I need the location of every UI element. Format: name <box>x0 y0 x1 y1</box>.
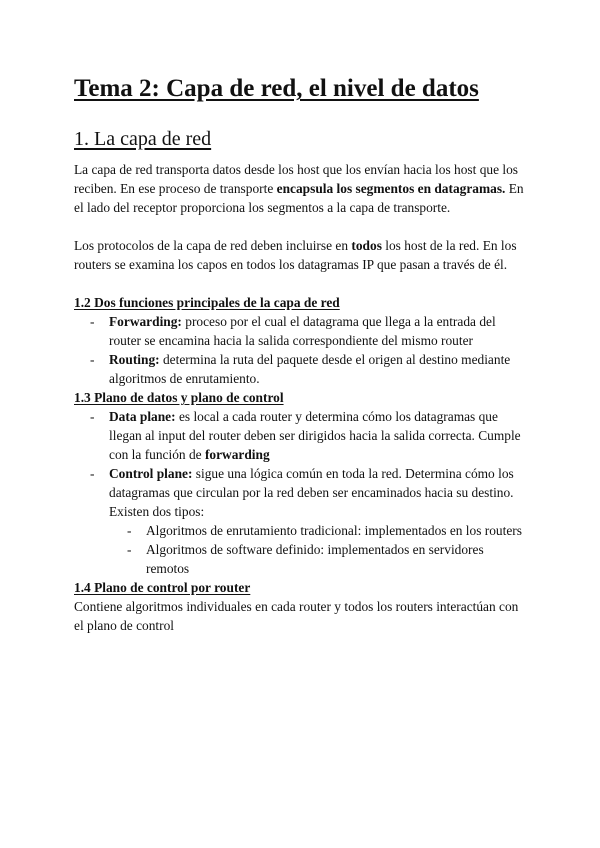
dash-bullet: - <box>127 542 132 557</box>
paragraph-plano-control: Contiene algoritmos individuales en cada router y todos los routers interactúan con el plano de control <box>74 599 519 633</box>
planes-list <box>74 407 530 578</box>
list-item-bold-forwarding: forwarding <box>204 447 270 462</box>
dash-bullet: - <box>90 314 95 329</box>
list-item-bold: Forwarding: <box>109 314 182 329</box>
paragraph-intro-text-1: La capa de red transporta datos desde los host que los envían hacia los host que los reciben. En ese proceso de transporte <box>74 162 519 196</box>
list-item-forwarding <box>90 312 530 350</box>
list-item-text: Algoritmos de software definido: implementados en servidores remotos <box>146 542 484 576</box>
subsection-heading-plano-control-router: 1.4 Plano de control por router <box>74 580 251 595</box>
list-item-data-plane <box>90 407 530 464</box>
list-item-text: Algoritmos de enrutamiento tradicional: implementados en los routers <box>146 523 522 538</box>
functions-list <box>74 312 530 388</box>
section-heading-la-capa-de-red: 1. La capa de red <box>74 128 212 150</box>
paragraph-intro-bold: encapsula los segmentos en datagramas. <box>276 181 506 196</box>
document-page <box>74 74 530 635</box>
dash-bullet: - <box>90 409 95 424</box>
list-item-bold: Control plane: <box>109 466 193 481</box>
list-item-bold: Data plane: <box>109 409 176 424</box>
paragraph-protocols-bold: todos <box>351 238 382 253</box>
dash-bullet: - <box>90 352 95 367</box>
algorithm-types-list <box>109 521 530 578</box>
list-item-bold: Routing: <box>109 352 160 367</box>
paragraph-protocols <box>74 236 530 274</box>
dash-bullet: - <box>90 466 95 481</box>
paragraph-intro <box>74 160 530 217</box>
list-item-control-plane <box>90 464 530 578</box>
list-item-software-defined <box>127 540 530 578</box>
list-item-text: sigue una lógica común en toda la red. Determina cómo los datagramas que circulan por la red deben ser encaminados hacia su destino. Existen dos tipos: <box>109 466 514 519</box>
page-title: Tema 2: Capa de red, el nivel de datos <box>74 75 479 102</box>
list-item-text: es local a cada router y determina cómo los datagramas que llegan al input del router deben ser dirigidos hacia la salida correcta. Cumple con la función de <box>109 409 521 462</box>
subsection-heading-planos: 1.3 Plano de datos y plano de control <box>74 390 284 405</box>
paragraph-protocols-text-2: los host de la red. En los routers se examina los capos en todos los datagramas IP que pasan a través de él. <box>74 238 517 272</box>
dash-bullet: - <box>127 523 132 538</box>
paragraph-protocols-text-1: Los protocolos de la capa de red deben incluirse en <box>74 238 352 253</box>
paragraph-intro-text-2: En el lado del receptor proporciona los segmentos a la capa de transporte. <box>74 181 524 215</box>
list-item-text: proceso por el cual el datagrama que llega a la entrada del router se encamina hacia la salida correspondiente del mismo router <box>109 314 496 348</box>
subsection-heading-funciones: 1.2 Dos funciones principales de la capa de red <box>74 295 340 310</box>
list-item-traditional-routing <box>127 521 530 540</box>
list-item-routing <box>90 350 530 388</box>
list-item-text: determina la ruta del paquete desde el origen al destino mediante algoritmos de enrutamiento. <box>109 352 511 386</box>
